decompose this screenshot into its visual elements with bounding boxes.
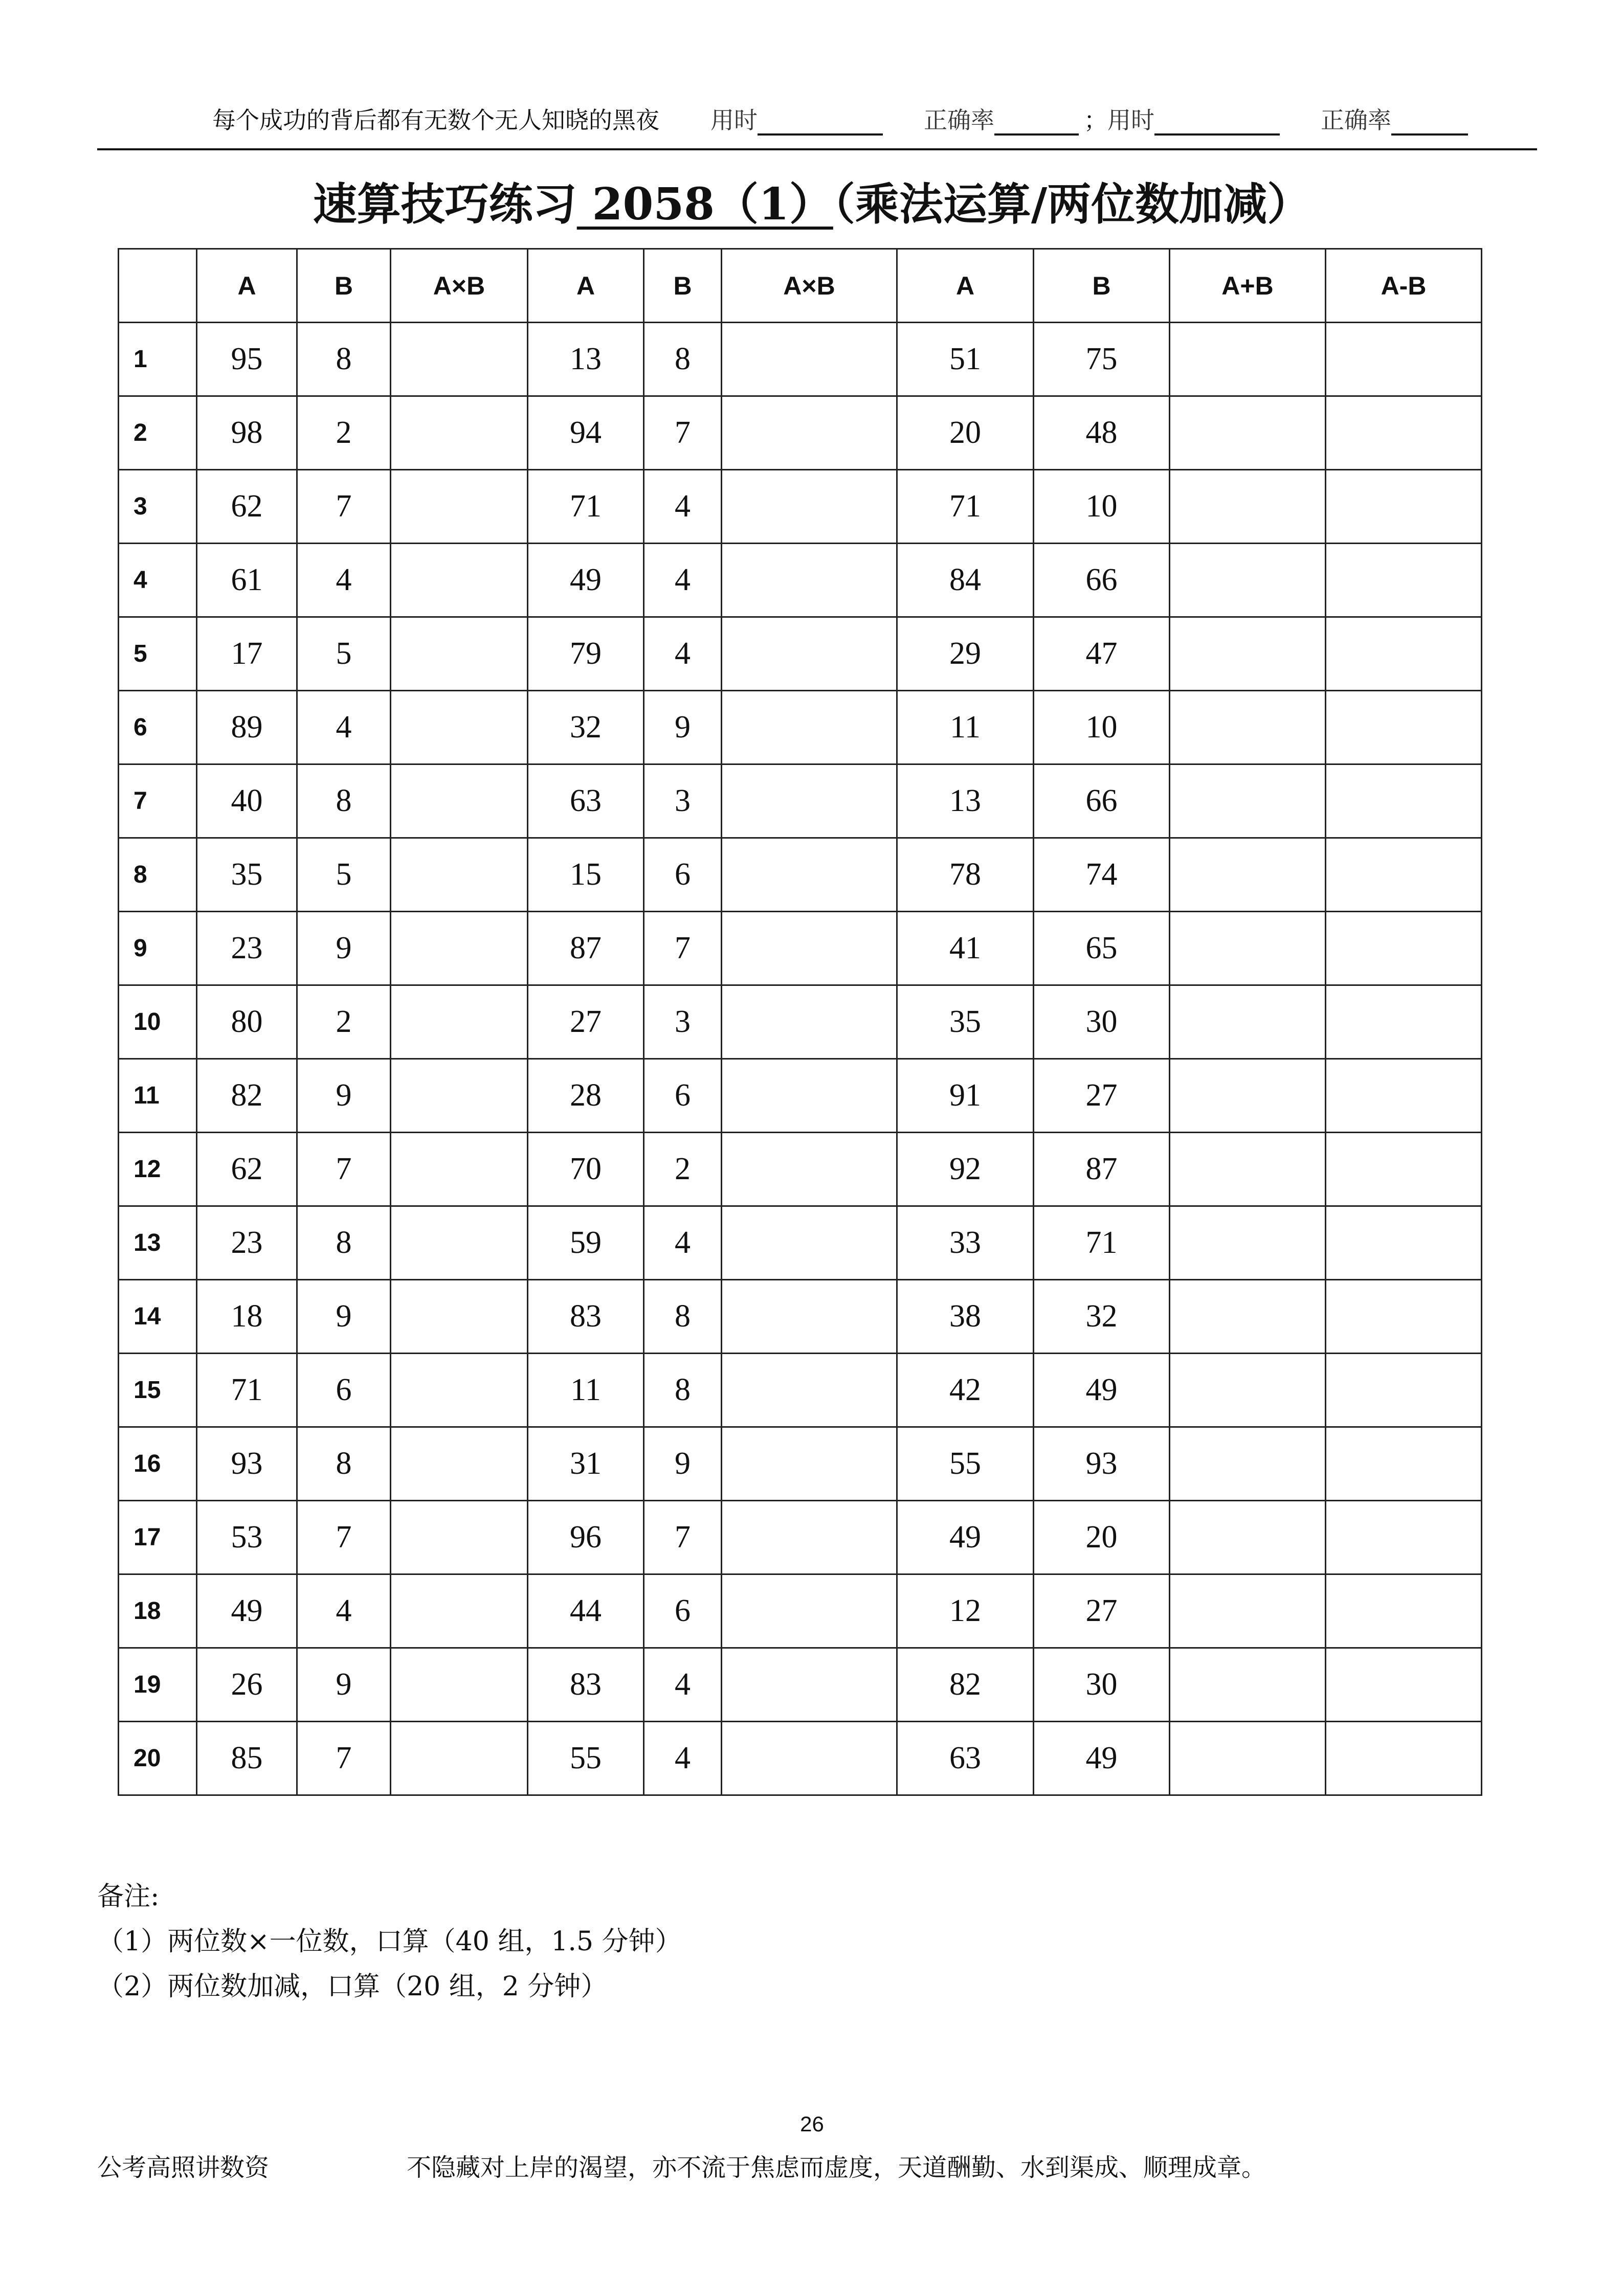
- cell-b1: 9: [297, 1648, 391, 1722]
- answer-product1[interactable]: [391, 691, 528, 764]
- cell-b3: 27: [1034, 1574, 1170, 1648]
- row-index: 14: [119, 1280, 197, 1354]
- answer-product1[interactable]: [391, 1133, 528, 1206]
- cell-a1: 49: [197, 1574, 297, 1648]
- cell-a3: 20: [897, 396, 1034, 470]
- footer-slogan: 不隐藏对上岸的渴望，亦不流于焦虑而虚度，天道酬勤、水到渠成、顺理成章。: [407, 2153, 1266, 2182]
- cell-a2: 87: [528, 912, 644, 985]
- header-rule: [97, 148, 1537, 150]
- cell-b2: 8: [644, 323, 722, 396]
- cell-b1: 5: [297, 617, 391, 691]
- cell-b3: 49: [1034, 1354, 1170, 1427]
- row-index: 19: [119, 1648, 197, 1722]
- answer-difference[interactable]: [1326, 1501, 1482, 1574]
- cell-a2: 83: [528, 1648, 644, 1722]
- answer-sum[interactable]: [1170, 396, 1326, 470]
- answer-difference[interactable]: [1326, 323, 1482, 396]
- accuracy-label: 正确率: [924, 106, 994, 134]
- table-row: [119, 1501, 1482, 1574]
- answer-sum[interactable]: [1170, 323, 1326, 396]
- answer-difference[interactable]: [1326, 1059, 1482, 1133]
- cell-b3: 20: [1034, 1501, 1170, 1574]
- cell-a1: 80: [197, 985, 297, 1059]
- answer-difference[interactable]: [1326, 691, 1482, 764]
- cell-b3: 47: [1034, 617, 1170, 691]
- cell-b1: 2: [297, 396, 391, 470]
- cell-b1: 8: [297, 1206, 391, 1280]
- answer-product2[interactable]: [722, 1354, 897, 1427]
- header-product2: A×B: [722, 249, 897, 323]
- answer-product1[interactable]: [391, 1280, 528, 1354]
- row-index: 9: [119, 912, 197, 985]
- answer-difference[interactable]: [1326, 617, 1482, 691]
- answer-product1[interactable]: [391, 544, 528, 617]
- cell-a2: 63: [528, 764, 644, 838]
- cell-b3: 65: [1034, 912, 1170, 985]
- notes-heading: 备注:: [97, 1881, 160, 1912]
- row-index: 8: [119, 838, 197, 912]
- cell-b2: 6: [644, 1059, 722, 1133]
- answer-difference[interactable]: [1326, 1722, 1482, 1795]
- table-row: [119, 1648, 1482, 1722]
- answer-difference[interactable]: [1326, 396, 1482, 470]
- answer-product1[interactable]: [391, 912, 528, 985]
- answer-sum[interactable]: [1170, 617, 1326, 691]
- cell-b3: 30: [1034, 1648, 1170, 1722]
- cell-b1: 9: [297, 912, 391, 985]
- cell-b2: 6: [644, 1574, 722, 1648]
- answer-difference[interactable]: [1326, 764, 1482, 838]
- cell-b1: 9: [297, 1280, 391, 1354]
- cell-a1: 85: [197, 1722, 297, 1795]
- header-b2: B: [644, 249, 722, 323]
- cell-b2: 4: [644, 1206, 722, 1280]
- cell-a3: 55: [897, 1427, 1034, 1501]
- title-suffix: （乘法运算/两位数加减）: [833, 178, 1311, 230]
- row-index: 4: [119, 544, 197, 617]
- header-sum: A+B: [1170, 249, 1326, 323]
- table-row: [119, 1133, 1482, 1206]
- table-row: [119, 544, 1482, 617]
- cell-a1: 62: [197, 1133, 297, 1206]
- cell-b3: 74: [1034, 838, 1170, 912]
- time-label: 用时: [710, 106, 758, 134]
- answer-sum[interactable]: [1170, 544, 1326, 617]
- cell-a3: 82: [897, 1648, 1034, 1722]
- answer-product1[interactable]: [391, 985, 528, 1059]
- answer-sum[interactable]: [1170, 1648, 1326, 1722]
- row-index: 20: [119, 1722, 197, 1795]
- cell-a2: 13: [528, 323, 644, 396]
- answer-difference[interactable]: [1326, 1354, 1482, 1427]
- table-row: [119, 691, 1482, 764]
- header-motto: 每个成功的背后都有无数个无人知晓的黑夜: [212, 106, 659, 134]
- table-row: [119, 764, 1482, 838]
- row-index: 17: [119, 1501, 197, 1574]
- header-difference: A-B: [1326, 249, 1482, 323]
- row-index: 2: [119, 396, 197, 470]
- answer-product1[interactable]: [391, 1501, 528, 1574]
- table-row: [119, 1059, 1482, 1133]
- cell-a2: 49: [528, 544, 644, 617]
- cell-a2: 79: [528, 617, 644, 691]
- answer-product1[interactable]: [391, 617, 528, 691]
- cell-a2: 31: [528, 1427, 644, 1501]
- answer-difference[interactable]: [1326, 838, 1482, 912]
- cell-b1: 9: [297, 1059, 391, 1133]
- table-body: [119, 323, 1482, 1795]
- header-a3: A: [897, 249, 1034, 323]
- answer-sum[interactable]: [1170, 912, 1326, 985]
- cell-b2: 4: [644, 544, 722, 617]
- header-b3: B: [1034, 249, 1170, 323]
- row-index: 6: [119, 691, 197, 764]
- cell-b2: 4: [644, 1722, 722, 1795]
- answer-sum[interactable]: [1170, 691, 1326, 764]
- cell-a3: 42: [897, 1354, 1034, 1427]
- table-row: [119, 1280, 1482, 1354]
- cell-b1: 8: [297, 1427, 391, 1501]
- answer-sum[interactable]: [1170, 1354, 1326, 1427]
- cell-a2: 32: [528, 691, 644, 764]
- table-row: [119, 1427, 1482, 1501]
- cell-a1: 98: [197, 396, 297, 470]
- cell-a1: 26: [197, 1648, 297, 1722]
- answer-sum[interactable]: [1170, 1501, 1326, 1574]
- cell-b3: 32: [1034, 1280, 1170, 1354]
- answer-product1[interactable]: [391, 1354, 528, 1427]
- cell-a3: 38: [897, 1280, 1034, 1354]
- answer-product1[interactable]: [391, 1574, 528, 1648]
- cell-b1: 5: [297, 838, 391, 912]
- answer-sum[interactable]: [1170, 1427, 1326, 1501]
- table-row: [119, 396, 1482, 470]
- answer-difference[interactable]: [1326, 1574, 1482, 1648]
- cell-b1: 7: [297, 1133, 391, 1206]
- cell-b3: 71: [1034, 1206, 1170, 1280]
- table-row: [119, 1354, 1482, 1427]
- cell-a3: 41: [897, 912, 1034, 985]
- cell-a1: 23: [197, 912, 297, 985]
- row-index: 7: [119, 764, 197, 838]
- answer-sum[interactable]: [1170, 1280, 1326, 1354]
- answer-sum[interactable]: [1170, 1059, 1326, 1133]
- cell-a3: 51: [897, 323, 1034, 396]
- answer-product2[interactable]: [722, 985, 897, 1059]
- cell-b1: 6: [297, 1354, 391, 1427]
- cell-a1: 89: [197, 691, 297, 764]
- cell-b2: 2: [644, 1133, 722, 1206]
- answer-product2[interactable]: [722, 544, 897, 617]
- cell-a3: 91: [897, 1059, 1034, 1133]
- cell-a3: 78: [897, 838, 1034, 912]
- answer-product2[interactable]: [722, 1427, 897, 1501]
- cell-b2: 9: [644, 691, 722, 764]
- notes-line-2: （2）两位数加减，口算（20 组，2 分钟）: [97, 1971, 608, 2002]
- answer-difference[interactable]: [1326, 544, 1482, 617]
- cell-a3: 84: [897, 544, 1034, 617]
- cell-a2: 83: [528, 1280, 644, 1354]
- cell-a1: 61: [197, 544, 297, 617]
- cell-a3: 71: [897, 470, 1034, 544]
- header-separator: ；: [1084, 106, 1107, 134]
- cell-b1: 4: [297, 691, 391, 764]
- cell-b2: 4: [644, 1648, 722, 1722]
- cell-b3: 75: [1034, 323, 1170, 396]
- answer-product1[interactable]: [391, 1206, 528, 1280]
- notes: [97, 1874, 682, 2009]
- cell-a2: 59: [528, 1206, 644, 1280]
- time-blank-2[interactable]: [1154, 110, 1280, 136]
- cell-a2: 28: [528, 1059, 644, 1133]
- cell-b3: 27: [1034, 1059, 1170, 1133]
- row-index: 11: [119, 1059, 197, 1133]
- cell-a2: 55: [528, 1722, 644, 1795]
- accuracy-blank-2[interactable]: [1391, 110, 1468, 136]
- cell-a3: 92: [897, 1133, 1034, 1206]
- title-code: 2058（1）: [576, 178, 833, 230]
- cell-b3: 66: [1034, 544, 1170, 617]
- cell-b2: 8: [644, 1280, 722, 1354]
- page-title: [0, 169, 1624, 232]
- cell-a2: 94: [528, 396, 644, 470]
- cell-b1: 8: [297, 323, 391, 396]
- cell-a2: 27: [528, 985, 644, 1059]
- answer-sum[interactable]: [1170, 764, 1326, 838]
- answer-sum[interactable]: [1170, 1574, 1326, 1648]
- table-row: [119, 1722, 1482, 1795]
- cell-a1: 71: [197, 1354, 297, 1427]
- cell-b3: 49: [1034, 1722, 1170, 1795]
- answer-product1[interactable]: [391, 1722, 528, 1795]
- cell-a3: 49: [897, 1501, 1034, 1574]
- cell-a3: 63: [897, 1722, 1034, 1795]
- cell-a1: 17: [197, 617, 297, 691]
- cell-b1: 4: [297, 544, 391, 617]
- table-row: [119, 838, 1482, 912]
- answer-sum[interactable]: [1170, 1206, 1326, 1280]
- cell-b2: 7: [644, 912, 722, 985]
- header-a1: A: [197, 249, 297, 323]
- answer-product2[interactable]: [722, 764, 897, 838]
- footer-source: 公考高照讲数资: [97, 2153, 270, 2182]
- cell-a1: 23: [197, 1206, 297, 1280]
- row-index: 3: [119, 470, 197, 544]
- answer-sum[interactable]: [1170, 985, 1326, 1059]
- cell-a2: 71: [528, 470, 644, 544]
- header-b1: B: [297, 249, 391, 323]
- cell-b1: 7: [297, 1722, 391, 1795]
- table-row: [119, 1206, 1482, 1280]
- answer-product2[interactable]: [722, 838, 897, 912]
- cell-a1: 35: [197, 838, 297, 912]
- cell-a2: 15: [528, 838, 644, 912]
- cell-b2: 7: [644, 396, 722, 470]
- table-row: [119, 1574, 1482, 1648]
- title-prefix: 速算技巧练习: [313, 178, 577, 230]
- cell-b3: 30: [1034, 985, 1170, 1059]
- cell-a1: 40: [197, 764, 297, 838]
- answer-product1[interactable]: [391, 1648, 528, 1722]
- cell-a1: 95: [197, 323, 297, 396]
- cell-a2: 44: [528, 1574, 644, 1648]
- cell-b2: 7: [644, 1501, 722, 1574]
- answer-product1[interactable]: [391, 1427, 528, 1501]
- cell-b1: 2: [297, 985, 391, 1059]
- cell-a1: 62: [197, 470, 297, 544]
- answer-difference[interactable]: [1326, 470, 1482, 544]
- cell-b2: 4: [644, 617, 722, 691]
- answer-sum[interactable]: [1170, 1722, 1326, 1795]
- answer-difference[interactable]: [1326, 1427, 1482, 1501]
- answer-product2[interactable]: [722, 1133, 897, 1206]
- answer-product1[interactable]: [391, 323, 528, 396]
- answer-difference[interactable]: [1326, 1133, 1482, 1206]
- cell-b2: 3: [644, 764, 722, 838]
- row-index: 5: [119, 617, 197, 691]
- time-blank[interactable]: [758, 110, 883, 136]
- header-index: [119, 249, 197, 323]
- answer-sum[interactable]: [1170, 1133, 1326, 1206]
- answer-product2[interactable]: [722, 1574, 897, 1648]
- cell-b1: 7: [297, 470, 391, 544]
- answer-sum[interactable]: [1170, 838, 1326, 912]
- cell-a3: 33: [897, 1206, 1034, 1280]
- cell-a1: 18: [197, 1280, 297, 1354]
- row-index: 1: [119, 323, 197, 396]
- answer-product2[interactable]: [722, 691, 897, 764]
- answer-product1[interactable]: [391, 764, 528, 838]
- answer-product2[interactable]: [722, 1059, 897, 1133]
- answer-product2[interactable]: [722, 912, 897, 985]
- answer-product2[interactable]: [722, 1648, 897, 1722]
- row-index: 18: [119, 1574, 197, 1648]
- page-header: [97, 106, 1537, 136]
- row-index: 16: [119, 1427, 197, 1501]
- answer-difference[interactable]: [1326, 1280, 1482, 1354]
- cell-a1: 82: [197, 1059, 297, 1133]
- cell-b2: 3: [644, 985, 722, 1059]
- answer-difference[interactable]: [1326, 985, 1482, 1059]
- practice-table: [118, 248, 1482, 1796]
- cell-b2: 9: [644, 1427, 722, 1501]
- cell-b3: 10: [1034, 470, 1170, 544]
- cell-b1: 4: [297, 1574, 391, 1648]
- cell-b2: 4: [644, 470, 722, 544]
- table-row: [119, 985, 1482, 1059]
- cell-b3: 48: [1034, 396, 1170, 470]
- accuracy-blank[interactable]: [994, 110, 1079, 136]
- cell-b3: 10: [1034, 691, 1170, 764]
- answer-difference[interactable]: [1326, 912, 1482, 985]
- answer-product2[interactable]: [722, 1501, 897, 1574]
- cell-a3: 35: [897, 985, 1034, 1059]
- answer-product1[interactable]: [391, 396, 528, 470]
- table-row: [119, 323, 1482, 396]
- notes-line-1: （1）两位数×一位数，口算（40 组，1.5 分钟）: [97, 1926, 682, 1957]
- answer-product2[interactable]: [722, 323, 897, 396]
- cell-a2: 96: [528, 1501, 644, 1574]
- cell-b2: 8: [644, 1354, 722, 1427]
- answer-product1[interactable]: [391, 470, 528, 544]
- cell-a1: 53: [197, 1501, 297, 1574]
- cell-a3: 12: [897, 1574, 1034, 1648]
- row-index: 10: [119, 985, 197, 1059]
- cell-a2: 11: [528, 1354, 644, 1427]
- cell-b1: 7: [297, 1501, 391, 1574]
- cell-a3: 13: [897, 764, 1034, 838]
- answer-product2[interactable]: [722, 1206, 897, 1280]
- row-index: 15: [119, 1354, 197, 1427]
- cell-a3: 29: [897, 617, 1034, 691]
- header-a2: A: [528, 249, 644, 323]
- cell-b3: 87: [1034, 1133, 1170, 1206]
- header-product1: A×B: [391, 249, 528, 323]
- cell-a2: 70: [528, 1133, 644, 1206]
- answer-product2[interactable]: [722, 1722, 897, 1795]
- row-index: 13: [119, 1206, 197, 1280]
- answer-difference[interactable]: [1326, 1206, 1482, 1280]
- answer-product2[interactable]: [722, 396, 897, 470]
- table-row: [119, 617, 1482, 691]
- answer-product2[interactable]: [722, 617, 897, 691]
- cell-b3: 93: [1034, 1427, 1170, 1501]
- time-label-2: 用时: [1107, 106, 1154, 134]
- answer-product1[interactable]: [391, 838, 528, 912]
- cell-b3: 66: [1034, 764, 1170, 838]
- accuracy-label-2: 正确率: [1321, 106, 1391, 134]
- table-header-row: [119, 249, 1482, 323]
- answer-difference[interactable]: [1326, 1648, 1482, 1722]
- cell-a1: 93: [197, 1427, 297, 1501]
- cell-a3: 11: [897, 691, 1034, 764]
- table-row: [119, 912, 1482, 985]
- table-row: [119, 470, 1482, 544]
- page-number: 26: [800, 2112, 824, 2136]
- cell-b2: 6: [644, 838, 722, 912]
- cell-b1: 8: [297, 764, 391, 838]
- answer-product2[interactable]: [722, 470, 897, 544]
- row-index: 12: [119, 1133, 197, 1206]
- answer-product1[interactable]: [391, 1059, 528, 1133]
- answer-sum[interactable]: [1170, 470, 1326, 544]
- answer-product2[interactable]: [722, 1280, 897, 1354]
